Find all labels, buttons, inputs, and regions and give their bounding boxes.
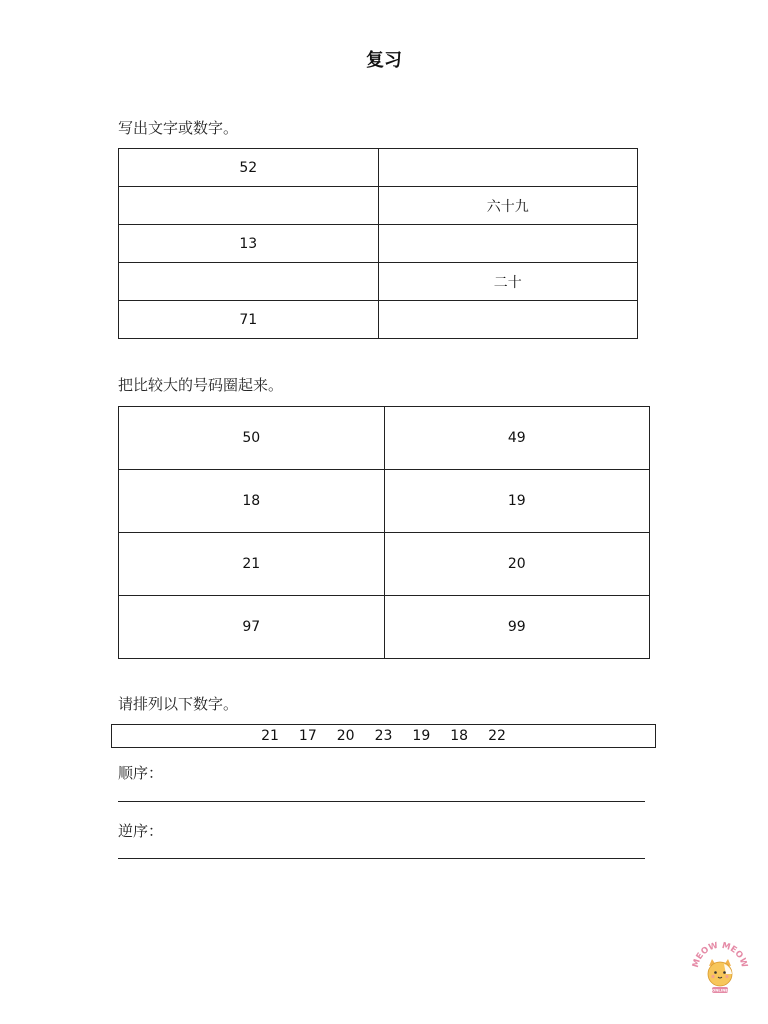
ascending-label: 顺序： — [118, 764, 164, 782]
page-title: 复习 — [366, 50, 402, 71]
section1-prompt: 写出文字或数字。 — [118, 119, 239, 137]
table-cell: 13 — [119, 225, 379, 263]
number-cell[interactable]: 19 — [384, 470, 650, 533]
logo-subtext: ONLINE — [711, 987, 729, 993]
table-row — [119, 596, 650, 659]
number-item: 20 — [336, 728, 355, 744]
table-row — [119, 407, 650, 470]
table-cell: 二十 — [378, 263, 638, 301]
table-row — [119, 470, 650, 533]
table-cell: 52 — [119, 149, 379, 187]
table-row — [119, 533, 650, 596]
table-cell — [119, 263, 379, 301]
number-item: 22 — [488, 728, 506, 744]
number-cell[interactable]: 21 — [119, 533, 385, 596]
number-cell[interactable]: 18 — [119, 470, 385, 533]
section3-prompt: 请排列以下数字。 — [118, 695, 239, 713]
number-item: 21 — [261, 728, 279, 744]
write-words-or-numbers-table — [118, 148, 638, 339]
number-item: 19 — [412, 728, 431, 744]
number-item: 17 — [298, 728, 317, 744]
meow-meow-logo — [690, 938, 750, 998]
descending-answer-line[interactable] — [118, 858, 645, 859]
table-row — [119, 187, 638, 225]
number-cell[interactable]: 50 — [119, 407, 385, 470]
number-cell[interactable]: 99 — [384, 596, 650, 659]
numbers-to-sort-box — [111, 724, 656, 748]
table-cell: 71 — [119, 301, 379, 339]
table-cell: 六十九 — [378, 187, 638, 225]
number-item: 23 — [374, 728, 393, 744]
number-cell[interactable]: 97 — [119, 596, 385, 659]
number-cell[interactable]: 20 — [384, 533, 650, 596]
number-item: 18 — [450, 728, 469, 744]
table-cell — [378, 301, 638, 339]
table-cell — [119, 187, 379, 225]
ascending-answer-line[interactable] — [118, 801, 645, 802]
table-row — [119, 301, 638, 339]
table-cell — [378, 225, 638, 263]
circle-larger-number-table — [118, 406, 650, 659]
table-row — [119, 149, 638, 187]
logo-text: MEOW MEOW — [690, 940, 750, 969]
table-cell — [378, 149, 638, 187]
section2-prompt: 把比较大的号码圈起来。 — [118, 376, 284, 394]
table-row — [119, 225, 638, 263]
cat-face-icon — [708, 959, 732, 986]
table-row — [119, 263, 638, 301]
number-cell[interactable]: 49 — [384, 407, 650, 470]
descending-label: 逆序： — [118, 822, 164, 840]
